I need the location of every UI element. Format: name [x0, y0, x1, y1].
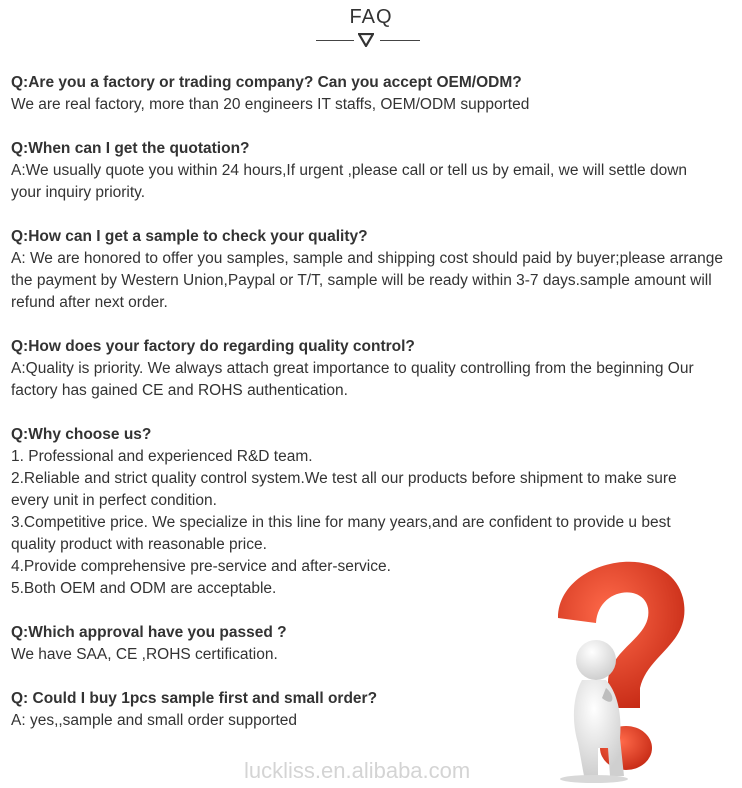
faq-answer-line: 3.Competitive price. We specialize in this line for many years,and are confident to provide u best: [11, 514, 671, 531]
faq-answer-line: factory has gained CE and ROHS authentication.: [11, 382, 348, 399]
faq-answer-line: A: We are honored to offer you samples, sample and shipping cost should paid by buyer;please arrange: [11, 250, 724, 267]
faq-answer: [11, 160, 731, 204]
faq-answer-line: the payment by Western Union,Paypal or T/T, sample will be ready within 3-7 days.sample amount will: [11, 272, 712, 289]
faq-question: Q:Which approval have you passed ?: [11, 624, 287, 641]
faq-answer-line: 2.Reliable and strict quality control system.We test all our products before shipment to make sure: [11, 470, 677, 487]
faq-answer-line: 4.Provide comprehensive pre-service and after-service.: [11, 558, 391, 575]
faq-answer: [11, 358, 731, 402]
faq-item: [11, 72, 731, 116]
faq-question: Q:How can I get a sample to check your quality?: [11, 228, 368, 245]
faq-answer-line: quality product with reasonable price.: [11, 536, 267, 553]
faq-question: Q:Why choose us?: [11, 426, 152, 443]
faq-question: Q: Could I buy 1pcs sample first and small order?: [11, 690, 378, 707]
faq-item: [11, 336, 731, 402]
faq-question: Q:When can I get the quotation?: [11, 140, 250, 157]
faq-answer-line: 1. Professional and experienced R&D team.: [11, 448, 313, 465]
triangle-down-icon: [358, 33, 374, 47]
faq-answer-line: We are real factory, more than 20 engineers IT staffs, OEM/ODM supported: [11, 96, 530, 113]
question-mark-person-illustration: [548, 548, 738, 783]
faq-answer-line: A: yes,,sample and small order supported: [11, 712, 298, 729]
faq-item: [11, 138, 731, 204]
faq-title: FAQ: [349, 6, 393, 28]
faq-answer-line: 5.Both OEM and ODM are acceptable.: [11, 580, 277, 597]
faq-item: [11, 226, 731, 314]
faq-question: Q:Are you a factory or trading company? Can you accept OEM/ODM?: [11, 74, 522, 91]
faq-answer: [11, 248, 731, 314]
faq-question: Q:How does your factory do regarding quality control?: [11, 338, 415, 355]
faq-answer-line: every unit in perfect condition.: [11, 492, 217, 509]
header-divider-right: [380, 40, 420, 41]
faq-answer: [11, 94, 731, 116]
faq-answer-line: A:Quality is priority. We always attach great importance to quality controlling from the beginning Our: [11, 360, 694, 377]
faq-answer-line: refund after next order.: [11, 294, 168, 311]
header-divider-left: [316, 40, 354, 41]
watermark: luckliss.en.alibaba.com: [244, 758, 471, 783]
faq-answer-line: We have SAA, CE ,ROHS certification.: [11, 646, 278, 663]
faq-header: [0, 0, 742, 56]
faq-answer-line: your inquiry priority.: [11, 184, 146, 201]
faq-answer-line: A:We usually quote you within 24 hours,If urgent ,please call or tell us by email, we will settle down: [11, 162, 688, 179]
